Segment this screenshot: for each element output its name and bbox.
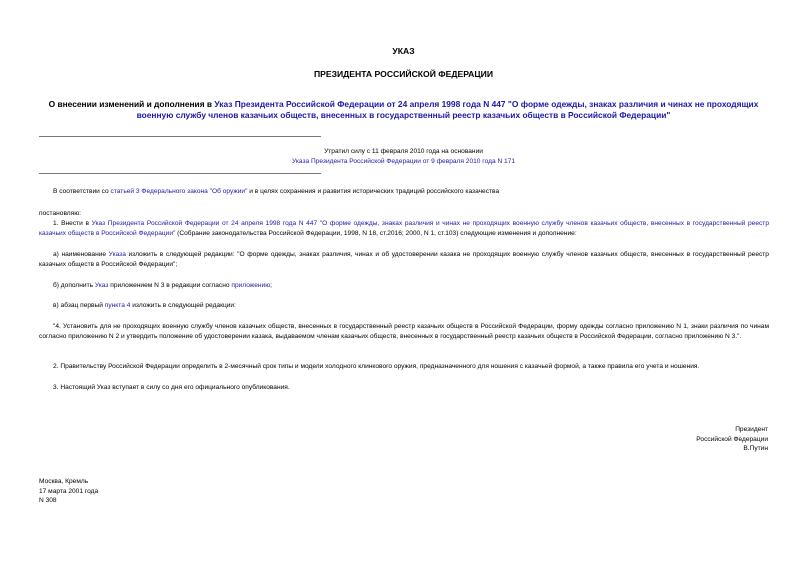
intro-paragraph: В соответствии со статьей 3 Федерального закона "Об оружии" и в целях сохранения и развития исторических традиций российского казачества — [53, 188, 500, 195]
footer-place: Москва, Кремль — [39, 478, 89, 485]
signature-org: Российской Федерации — [696, 435, 768, 443]
document-subtitle: ПРЕЗИДЕНТА РОССИЙСКОЙ ФЕДЕРАЦИИ — [313, 69, 494, 79]
decree-word: постановляю: — [39, 210, 82, 217]
status-line-1: Утратил силу с 11 февраля 2010 года на основании — [324, 148, 483, 155]
law-article-link[interactable]: статьей 3 Федерального закона "Об оружии" — [110, 188, 248, 195]
footer-date: 17 марта 2001 года — [39, 487, 99, 495]
document-title: УКАЗ — [392, 46, 415, 56]
status-note — [39, 147, 768, 166]
paragraph-1: 1. Внести в Указ Президента Российской Федерации от 24 апреля 1998 года N 447 "О форме одежды, знаках различия и чинах не проходящих военную службу членов казачьих обществ, внесенных в государственный реестр казачьих обществ в Российской Федерации" (Собрание законодательства Российской Федерации, 1998, N 18, ст.2016; 2000, N 1, ст.103) следующие изменения и дополнение: — [39, 220, 769, 237]
appendix-link[interactable]: приложению — [231, 282, 271, 289]
signature-block — [560, 425, 768, 454]
repeal-decree-link[interactable]: Указа Президента Российской Федерации от 9 февраля 2010 года N 171 — [291, 157, 516, 165]
paragraph-c: в) абзац первый пункта 4 изложить в следующей редакции: — [53, 302, 236, 309]
decree-447-link[interactable]: Указ Президента Российской Федерации от 24 апреля 1998 года N 447 "О форме одежды, знаках различия и чинах не проходящих военную службу членов казачьих обществ, внесенных в государственный реестр казачьих обществ в Российской Федерации" — [39, 220, 769, 237]
paragraph-b: б) дополнить Указ приложением N 3 в редакции согласно приложению; — [53, 282, 273, 289]
heading-decree-link[interactable]: Указ Президента Российской Федерации от 24 апреля 1998 года N 447 "О форме одежды, знаках различия и чинах не проходящих военную службу членов казачьих обществ, внесенных в государственный реестр казачьих обществ в Российской Федерации" — [136, 99, 759, 120]
document-heading — [40, 99, 767, 121]
ukaz-link-a[interactable]: Указа — [108, 251, 126, 258]
paragraph-a: а) наименование Указа изложить в следующей редакции: "О форме одежды, знаках различия, чинах и об удостоверении казака не проходящих военную службу членов казачьих обществ, внесенных в государственный реестр казачьих обществ в Российской Федерации"; — [39, 251, 769, 268]
paragraph-3: 3. Настоящий Указ вступает в силу со дня его официального опубликования. — [53, 384, 290, 391]
quoted-paragraph: "4. Установить для не проходящих военную службу членов казачьих обществ, внесенных в государственный реестр казачьих обществ в Российской Федерации, форму одежды согласно приложению N 1, знаки различия по чинам согласно приложению N 2 и утвердить положение об удостоверении казака, выдаваемом членам казачьих обществ, внесенных в государственный реестр казачьих обществ в Российской Федерации, согласно приложению N 3.". — [39, 323, 769, 340]
signature-name: В.Путин — [743, 445, 768, 453]
ukaz-link-b[interactable]: Указ — [94, 282, 109, 289]
signature-title: Президент — [735, 426, 768, 433]
paragraph-2: 2. Правительству Российской Федерации определить в 2-месячный срок типы и модели холодного клинкового оружия, предназначенного для ношения с казачьей формой, а также правила его учета и ношения. — [53, 363, 700, 370]
heading-text: О внесении изменений и дополнения в — [48, 99, 215, 109]
footer-number: N 308 — [39, 497, 57, 505]
point-4-link[interactable]: пункта 4 — [104, 302, 131, 309]
divider-top — [39, 136, 321, 137]
divider-bottom — [39, 173, 321, 174]
footer-block — [39, 477, 239, 506]
